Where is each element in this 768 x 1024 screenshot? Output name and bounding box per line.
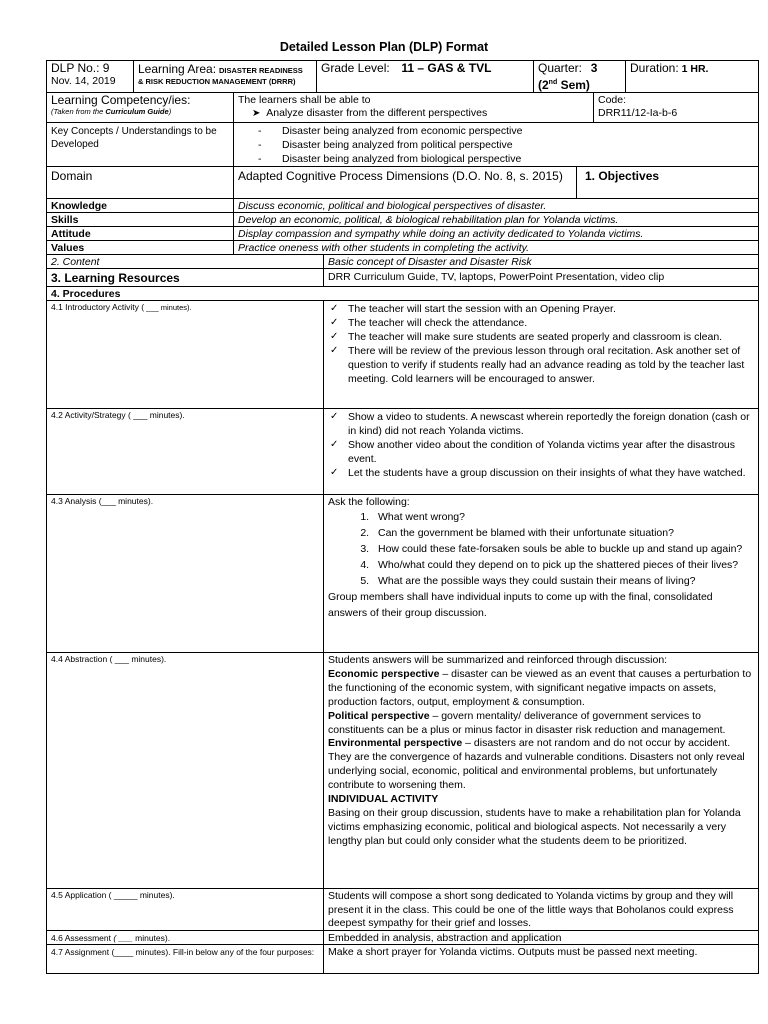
sem-close: Sem)	[557, 78, 590, 92]
dlp-date: Nov. 14, 2019	[51, 75, 116, 87]
resources-label: 3. Learning Resources	[51, 271, 180, 285]
domain-skills: Skills	[51, 214, 79, 226]
competency-item: Analyze disaster from the different perspectives	[266, 107, 488, 119]
domain-knowledge: Knowledge	[51, 200, 108, 212]
assessment-text: Embedded in analysis, abstraction and application	[323, 931, 758, 945]
learning-area-line1: DISASTER READINESS	[218, 66, 303, 75]
key-concept-item: - Disaster being analyzed from biological perspective	[256, 152, 754, 166]
code-cell	[593, 93, 758, 123]
competency-note-post: )	[168, 107, 172, 116]
content-row	[46, 254, 759, 269]
intro-activity-item: ✓ The teacher will check the attendance.	[328, 316, 754, 330]
competency-row	[46, 92, 759, 123]
domain-knowledge-row	[46, 198, 759, 213]
activity-label: 4.2 Activity/Strategy ( ___ minutes).	[51, 410, 185, 420]
abstraction-label: 4.4 Abstraction ( ___ minutes).	[51, 654, 167, 664]
assignment-label: 4.7 Assignment (____ minutes). Fill-in below any of the four purposes:	[51, 947, 315, 957]
key-concepts-label: Key Concepts / Understandings to be Developed	[51, 126, 217, 150]
application-label: 4.5 Application ( _____ minutes).	[51, 890, 175, 900]
key-concepts-row	[46, 122, 759, 167]
activity-item: ✓ Show another video about the condition of Yolanda victims year after the disastrous event.	[328, 438, 754, 466]
domain-knowledge-text: Discuss economic, political and biological perspectives of disaster.	[233, 199, 758, 213]
analysis-intro: Ask the following:	[328, 496, 410, 508]
assessment-row	[46, 930, 759, 945]
competency-label: Learning Competency/ies:	[51, 93, 191, 107]
grade-label: Grade Level:	[321, 61, 390, 75]
content-value: Basic concept of Disaster and Disaster Risk	[323, 255, 758, 269]
grade-level-cell	[316, 61, 533, 93]
procedures-label: 4. Procedures	[51, 288, 121, 300]
competency-label-cell	[47, 93, 233, 123]
analysis-question: 2. Can the government be blamed with their unfortunate situation?	[372, 525, 754, 541]
activity-cell	[323, 409, 758, 495]
dlp-number: DLP No.: 9	[51, 61, 110, 75]
resources-row	[46, 268, 759, 287]
acpd-label: Adapted Cognitive Process Dimensions (D.O. No. 8, s. 2015)	[233, 167, 576, 199]
domain-skills-text: Develop an economic, political, & biological rehabilitation plan for Yolanda victims.	[233, 213, 758, 227]
intro-activity-item: ✓ There will be review of the previous lesson through oral recitation. Ask another set of question to verify if students really had an advance reading as told by the teacher last meeting. Cold learners will be encouraged to answer.	[328, 344, 754, 386]
domain-attitude-row	[46, 226, 759, 241]
analysis-label: 4.3 Analysis (___ minutes).	[51, 496, 154, 506]
environmental-heading: Environmental perspective	[328, 737, 463, 750]
intro-activity-item: ✓ The teacher will start the session with an Opening Prayer.	[328, 302, 754, 316]
analysis-question: 1. What went wrong?	[372, 509, 754, 525]
analysis-question: 4. Who/what could they depend on to pick up the shattered pieces of their lives?	[372, 557, 754, 573]
assessment-label-it: ( ___	[113, 933, 133, 943]
analysis-question: 5. What are the possible ways they could sustain their means of living?	[372, 573, 754, 589]
learning-area-cell	[133, 61, 316, 93]
duration-cell	[625, 61, 758, 93]
key-concept-item: - Disaster being analyzed from economic perspective	[256, 124, 754, 138]
grade-value: 11 – GAS & TVL	[401, 61, 492, 75]
assessment-label-pre: 4.6 Assessment	[51, 933, 114, 943]
content-label: 2. Content	[51, 256, 100, 268]
quarter-label: Quarter:	[538, 61, 583, 75]
individual-activity-heading: INDIVIDUAL ACTIVITY	[328, 793, 439, 806]
application-row	[46, 888, 759, 931]
competency-note-pre: (Taken from the	[51, 107, 106, 116]
assessment-label-post: minutes).	[135, 933, 171, 943]
analysis-cell	[323, 495, 758, 653]
key-concept-item: - Disaster being analyzed from political perspective	[256, 138, 754, 152]
abstraction-row	[46, 652, 759, 889]
domain-values-row	[46, 240, 759, 255]
application-text: Students will compose a short song dedicated to Yolanda victims by group and they will present it in the class. This could be one of the little ways that Boholanos could express deepest sympathy for their grief and losses.	[323, 889, 758, 931]
resources-value: DRR Curriculum Guide, TV, laptops, PowerPoint Presentation, video clip	[323, 269, 758, 287]
code-value: DRR11/12-Ia-b-6	[598, 107, 678, 119]
intro-activity-label: 4.1 Introductory Activity (	[51, 302, 145, 312]
activity-item: ✓ Show a video to students. A newscast wherein reportedly the foreign donation (cash or in kind) did not reach Yolanda victims.	[328, 410, 754, 438]
learning-area-line2: & RISK REDUCTION MANAGEMENT (DRRR)	[138, 77, 296, 86]
header-row	[46, 60, 759, 93]
activity-row	[46, 408, 759, 495]
intro-activity-label-small: ___ minutes).	[144, 303, 192, 312]
domain-attitude-text: Display compassion and sympathy while doing an activity dedicated to Yolanda victims.	[233, 227, 758, 241]
domain-values: Values	[51, 242, 85, 254]
domain-attitude: Attitude	[51, 228, 91, 240]
dlp-cell	[47, 61, 133, 93]
economic-text: – disaster can be viewed as an event that causes a perturbation to the functioning of the economic system, with significant negative impacts on assets, production factors, output, employment & consumption.	[328, 667, 752, 708]
intro-activity-cell	[323, 301, 758, 409]
intro-activity-row	[46, 300, 759, 409]
key-concepts-cell	[233, 123, 758, 167]
competency-intro: The learners shall be able to	[238, 94, 371, 106]
duration-label: Duration:	[630, 61, 679, 75]
learning-area-label: Learning Area:	[138, 62, 217, 76]
assignment-text: Make a short prayer for Yolanda victims. Outputs must be passed next meeting.	[323, 945, 758, 973]
objectives-label: 1. Objectives	[576, 167, 758, 199]
competency-note-bold: Curriculum Guide	[105, 107, 169, 116]
domain-row	[46, 166, 759, 199]
domain-label: Domain	[51, 169, 93, 183]
analysis-closing: Group members shall have individual inputs to come up with the final, consolidated answers of their group discussion.	[328, 591, 713, 619]
procedures-row	[46, 286, 759, 301]
abstraction-intro: Students answers will be summarized and reinforced through discussion:	[328, 654, 668, 666]
political-text: – govern mentality/ deliverance of government services to constituents can be a plus or minus factor in disaster risk reduction and management.	[328, 709, 726, 736]
individual-activity-text: Basing on their group discussion, students have to make a rehabilitation plan for Yolanda victims emphasizing economic, political and biological aspects. Not necessarily a very lengthy plan but could only consider what the students deem to be prioritized.	[328, 806, 741, 847]
quarter-cell	[533, 61, 625, 93]
political-heading: Political perspective	[328, 709, 430, 722]
economic-heading: Economic perspective	[328, 667, 440, 680]
analysis-question: 3. How could these fate-forsaken souls be able to buckle up and stand up again?	[372, 541, 754, 557]
assignment-row	[46, 944, 759, 974]
domain-values-text: Practice oneness with other students in completing the activity.	[233, 241, 758, 255]
document-title: Detailed Lesson Plan (DLP) Format	[279, 40, 489, 54]
assessment-label-cell	[47, 931, 323, 945]
abstraction-cell	[323, 653, 758, 889]
domain-skills-row	[46, 212, 759, 227]
intro-activity-label-cell	[47, 301, 323, 409]
code-label: Code:	[598, 94, 627, 106]
environmental-text: – disasters are not random and do not occur by accident. They are the convergence of hazards and vulnerable conditions. Disasters not only reveal underlying social, economic, political and environmental problems, but unfortunately contribute to worsening them.	[328, 737, 745, 792]
intro-activity-item: ✓ The teacher will make sure students are seated properly and classroom is clean.	[328, 330, 754, 344]
competency-text-cell: The learners shall be able to ➤ Analyze disaster from the different perspectives	[233, 93, 593, 123]
duration-value: 1 HR.	[681, 63, 709, 75]
quarter-value: 3	[590, 61, 598, 75]
activity-item: ✓ Let the students have a group discussion on their insights of what they have watched.	[328, 466, 754, 480]
sem-open: (2	[538, 78, 549, 92]
sem-sup: nd	[548, 79, 558, 86]
analysis-row	[46, 494, 759, 653]
